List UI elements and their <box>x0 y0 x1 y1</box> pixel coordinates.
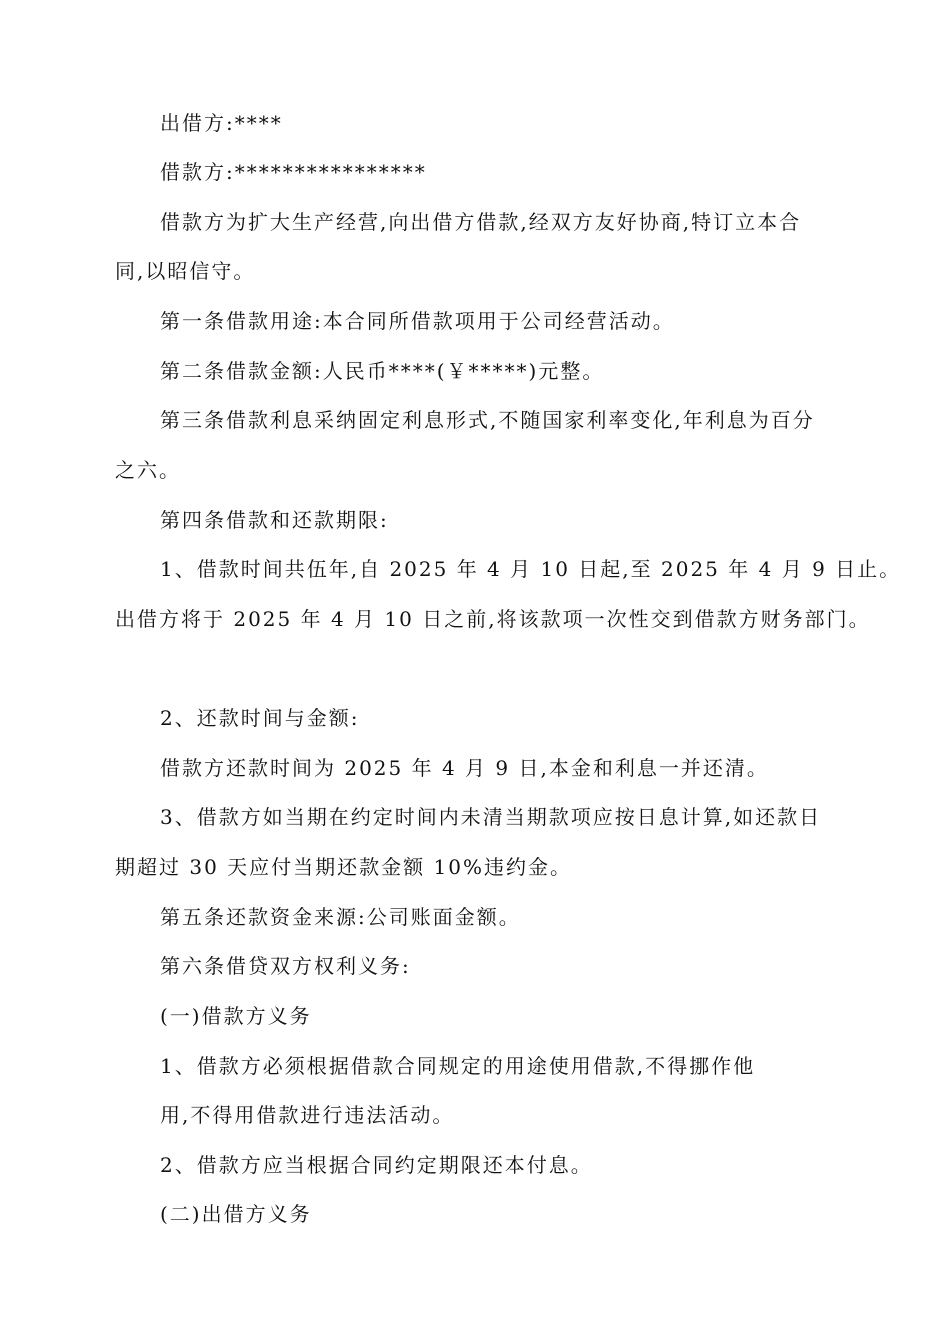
borrower-obligation-1-line-1: 1、借款方必须根据借款合同规定的用途使用借款,不得挪作他 <box>160 1054 756 1078</box>
article-4-item-3-line-1: 3、借款方如当期在约定时间内未清当期款项应按日息计算,如还款日 <box>160 805 822 829</box>
preamble-line-1: 借款方为扩大生产经营,向出借方借款,经双方友好协商,特订立本合 <box>160 210 802 234</box>
article-5: 第五条还款资金来源:公司账面金额。 <box>160 905 521 929</box>
article-1: 第一条借款用途:本合同所借款项用于公司经营活动。 <box>160 309 675 333</box>
article-4-item-3-line-2: 期超过 30 天应付当期还款金额 10%违约金。 <box>115 855 572 879</box>
article-4-item-2-heading: 2、还款时间与金额: <box>160 706 360 730</box>
borrower-line: 借款方:**************** <box>160 160 427 184</box>
article-3-line-2: 之六。 <box>115 458 181 482</box>
article-4-heading: 第四条借款和还款期限: <box>160 508 389 532</box>
article-3-line-1: 第三条借款利息采纳固定利息形式,不随国家利率变化,年利息为百分 <box>160 408 815 432</box>
article-2: 第二条借款金额:人民币****(￥*****)元整。 <box>160 359 605 383</box>
lender-obligations-heading: (二)出借方义务 <box>160 1202 312 1226</box>
borrower-obligations-heading: (一)借款方义务 <box>160 1004 312 1028</box>
lender-line: 出借方:**** <box>160 111 283 135</box>
preamble-line-2: 同,以昭信守。 <box>115 259 256 283</box>
article-4-item-2-text: 借款方还款时间为 2025 年 4 月 9 日,本金和利息一并还清。 <box>160 756 769 780</box>
borrower-obligation-1-line-2: 用,不得用借款进行违法活动。 <box>160 1103 455 1127</box>
article-4-item-1-line-1: 1、借款时间共伍年,自 2025 年 4 月 10 日起,至 2025 年 4 月 9 日止。 <box>160 557 902 581</box>
borrower-obligation-2: 2、借款方应当根据合同约定期限还本付息。 <box>160 1153 593 1177</box>
article-6-heading: 第六条借贷双方权利义务: <box>160 954 411 978</box>
article-4-item-1-line-2: 出借方将于 2025 年 4 月 10 日之前,将该款项一次性交到借款方财务部门。 <box>115 607 871 631</box>
